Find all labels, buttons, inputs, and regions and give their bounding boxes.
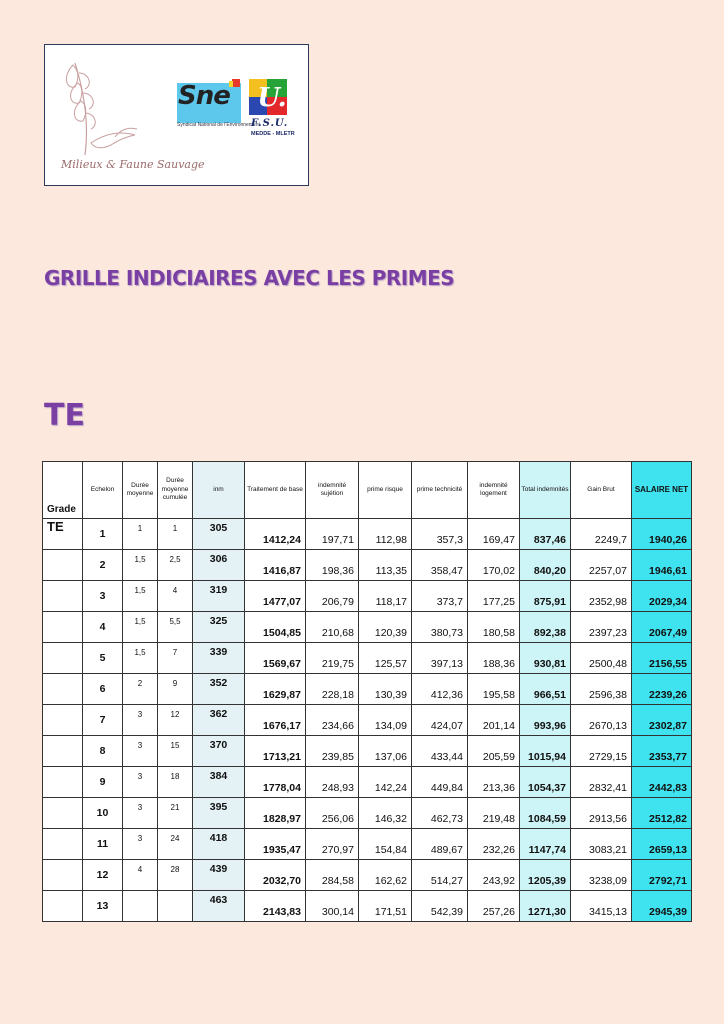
cell-logement: 170,02 bbox=[468, 550, 520, 581]
table-header-row bbox=[43, 462, 692, 519]
cell-cumul bbox=[158, 891, 193, 922]
header-duree-cumulee: Durée moyenne cumulée bbox=[158, 462, 193, 519]
cell-duree: 3 bbox=[123, 736, 158, 767]
cell-duree: 4 bbox=[123, 860, 158, 891]
cell-gain: 2913,56 bbox=[571, 798, 632, 829]
cell-net: 2659,13 bbox=[632, 829, 692, 860]
cell-risque: 142,24 bbox=[359, 767, 412, 798]
cell-technicite: 373,7 bbox=[412, 581, 468, 612]
table-row bbox=[43, 674, 692, 705]
cell-sujetion: 284,58 bbox=[306, 860, 359, 891]
cell-sujetion: 248,93 bbox=[306, 767, 359, 798]
cell-traitement: 1504,85 bbox=[245, 612, 306, 643]
cell-net: 2156,55 bbox=[632, 643, 692, 674]
header-echelon: Echelon bbox=[83, 462, 123, 519]
cell-sujetion: 197,71 bbox=[306, 519, 359, 550]
cell-cumul: 28 bbox=[158, 860, 193, 891]
cell-net: 2792,71 bbox=[632, 860, 692, 891]
cell-sujetion: 210,68 bbox=[306, 612, 359, 643]
cell-sujetion: 228,18 bbox=[306, 674, 359, 705]
cell-gain: 2257,07 bbox=[571, 550, 632, 581]
cell-cumul: 21 bbox=[158, 798, 193, 829]
cell-gain: 2397,23 bbox=[571, 612, 632, 643]
cell-sujetion: 270,97 bbox=[306, 829, 359, 860]
cell-grade bbox=[43, 736, 83, 767]
cell-gain: 3083,21 bbox=[571, 829, 632, 860]
cell-duree: 1,5 bbox=[123, 550, 158, 581]
cell-duree: 3 bbox=[123, 705, 158, 736]
cell-echelon: 6 bbox=[83, 674, 123, 705]
cell-total: 840,20 bbox=[520, 550, 571, 581]
header-technicite: prime technicité bbox=[412, 462, 468, 519]
cell-logement: 213,36 bbox=[468, 767, 520, 798]
cell-cumul: 15 bbox=[158, 736, 193, 767]
cell-grade bbox=[43, 829, 83, 860]
cell-echelon: 13 bbox=[83, 891, 123, 922]
header-logement: indemnité logement bbox=[468, 462, 520, 519]
cell-traitement: 1629,87 bbox=[245, 674, 306, 705]
cell-traitement: 2143,83 bbox=[245, 891, 306, 922]
cell-traitement: 1412,24 bbox=[245, 519, 306, 550]
table-row bbox=[43, 581, 692, 612]
cell-logement: 169,47 bbox=[468, 519, 520, 550]
cell-duree: 3 bbox=[123, 829, 158, 860]
cell-inm: 463 bbox=[193, 891, 245, 922]
header-net: SALAIRE NET bbox=[632, 462, 692, 519]
header-inm: inm bbox=[193, 462, 245, 519]
cell-gain: 3238,09 bbox=[571, 860, 632, 891]
cell-risque: 118,17 bbox=[359, 581, 412, 612]
cell-grade bbox=[43, 674, 83, 705]
cell-grade bbox=[43, 767, 83, 798]
cell-traitement: 1935,47 bbox=[245, 829, 306, 860]
cell-traitement: 1676,17 bbox=[245, 705, 306, 736]
fsu-subtitle: MEDDE - MLETR bbox=[251, 131, 295, 137]
cell-risque: 113,35 bbox=[359, 550, 412, 581]
cell-technicite: 358,47 bbox=[412, 550, 468, 581]
header-traitement: Traitement de base bbox=[245, 462, 306, 519]
cell-net: 2512,82 bbox=[632, 798, 692, 829]
fsu-logo-text: F.S.U. bbox=[251, 118, 289, 129]
cell-technicite: 380,73 bbox=[412, 612, 468, 643]
header-grade: Grade bbox=[43, 462, 83, 519]
cell-technicite: 412,36 bbox=[412, 674, 468, 705]
cell-risque: 171,51 bbox=[359, 891, 412, 922]
cell-total: 1084,59 bbox=[520, 798, 571, 829]
cell-grade bbox=[43, 860, 83, 891]
cell-gain: 2249,7 bbox=[571, 519, 632, 550]
cell-total: 875,91 bbox=[520, 581, 571, 612]
cell-sujetion: 234,66 bbox=[306, 705, 359, 736]
cell-logement: 257,26 bbox=[468, 891, 520, 922]
cell-logement: 232,26 bbox=[468, 829, 520, 860]
cell-grade bbox=[43, 581, 83, 612]
cell-echelon: 11 bbox=[83, 829, 123, 860]
cell-traitement: 2032,70 bbox=[245, 860, 306, 891]
cell-logement: 205,59 bbox=[468, 736, 520, 767]
cell-echelon: 10 bbox=[83, 798, 123, 829]
cell-inm: 439 bbox=[193, 860, 245, 891]
cell-echelon: 8 bbox=[83, 736, 123, 767]
cell-inm: 306 bbox=[193, 550, 245, 581]
section-title: TE bbox=[44, 398, 85, 433]
table-row bbox=[43, 829, 692, 860]
cell-total: 993,96 bbox=[520, 705, 571, 736]
cell-total: 930,81 bbox=[520, 643, 571, 674]
cell-duree: 1,5 bbox=[123, 612, 158, 643]
cell-echelon: 1 bbox=[83, 519, 123, 550]
cell-echelon: 3 bbox=[83, 581, 123, 612]
cell-cumul: 24 bbox=[158, 829, 193, 860]
cell-cumul: 9 bbox=[158, 674, 193, 705]
cell-technicite: 514,27 bbox=[412, 860, 468, 891]
logo-box bbox=[44, 44, 309, 186]
cell-inm: 319 bbox=[193, 581, 245, 612]
cell-cumul: 7 bbox=[158, 643, 193, 674]
cell-total: 1054,37 bbox=[520, 767, 571, 798]
cell-technicite: 424,07 bbox=[412, 705, 468, 736]
cell-traitement: 1828,97 bbox=[245, 798, 306, 829]
cell-echelon: 12 bbox=[83, 860, 123, 891]
cell-inm: 325 bbox=[193, 612, 245, 643]
cell-inm: 352 bbox=[193, 674, 245, 705]
cell-net: 2353,77 bbox=[632, 736, 692, 767]
cell-risque: 120,39 bbox=[359, 612, 412, 643]
cell-total: 1015,94 bbox=[520, 736, 571, 767]
cell-duree: 1 bbox=[123, 519, 158, 550]
table-row bbox=[43, 550, 692, 581]
cell-logement: 201,14 bbox=[468, 705, 520, 736]
table-row bbox=[43, 519, 692, 550]
cell-cumul: 2,5 bbox=[158, 550, 193, 581]
table-row bbox=[43, 705, 692, 736]
table-row bbox=[43, 612, 692, 643]
sne-subtitle: Syndicat National de l'Environnement bbox=[177, 122, 260, 128]
cell-grade bbox=[43, 891, 83, 922]
cell-grade bbox=[43, 550, 83, 581]
cell-traitement: 1416,87 bbox=[245, 550, 306, 581]
cell-technicite: 433,44 bbox=[412, 736, 468, 767]
fsu-logo-letter: U. bbox=[257, 83, 287, 113]
table-row bbox=[43, 767, 692, 798]
header-total: Total indemnités bbox=[520, 462, 571, 519]
cell-total: 1147,74 bbox=[520, 829, 571, 860]
cell-gain: 2352,98 bbox=[571, 581, 632, 612]
cell-inm: 305 bbox=[193, 519, 245, 550]
cell-sujetion: 206,79 bbox=[306, 581, 359, 612]
cell-echelon: 9 bbox=[83, 767, 123, 798]
cell-risque: 112,98 bbox=[359, 519, 412, 550]
table-row bbox=[43, 860, 692, 891]
cell-cumul: 18 bbox=[158, 767, 193, 798]
cell-net: 2029,34 bbox=[632, 581, 692, 612]
cell-total: 892,38 bbox=[520, 612, 571, 643]
cell-echelon: 7 bbox=[83, 705, 123, 736]
cell-net: 2239,26 bbox=[632, 674, 692, 705]
cell-duree: 1,5 bbox=[123, 581, 158, 612]
cell-sujetion: 219,75 bbox=[306, 643, 359, 674]
cell-net: 2442,83 bbox=[632, 767, 692, 798]
cell-logement: 243,92 bbox=[468, 860, 520, 891]
cell-logement: 180,58 bbox=[468, 612, 520, 643]
cell-total: 966,51 bbox=[520, 674, 571, 705]
cell-logement: 195,58 bbox=[468, 674, 520, 705]
cell-technicite: 462,73 bbox=[412, 798, 468, 829]
cell-gain: 2500,48 bbox=[571, 643, 632, 674]
cell-echelon: 4 bbox=[83, 612, 123, 643]
cell-grade bbox=[43, 612, 83, 643]
cell-duree: 3 bbox=[123, 798, 158, 829]
cell-total: 837,46 bbox=[520, 519, 571, 550]
cell-risque: 146,32 bbox=[359, 798, 412, 829]
cell-logement: 188,36 bbox=[468, 643, 520, 674]
cell-total: 1271,30 bbox=[520, 891, 571, 922]
cell-echelon: 2 bbox=[83, 550, 123, 581]
cell-net: 2067,49 bbox=[632, 612, 692, 643]
cell-grade bbox=[43, 643, 83, 674]
cell-net: 1940,26 bbox=[632, 519, 692, 550]
sne-logo-text: Sne bbox=[178, 81, 230, 111]
table-row bbox=[43, 891, 692, 922]
cell-duree bbox=[123, 891, 158, 922]
cell-sujetion: 239,85 bbox=[306, 736, 359, 767]
cell-duree: 1,5 bbox=[123, 643, 158, 674]
cell-cumul: 12 bbox=[158, 705, 193, 736]
cell-net: 1946,61 bbox=[632, 550, 692, 581]
cell-gain: 3415,13 bbox=[571, 891, 632, 922]
cell-risque: 137,06 bbox=[359, 736, 412, 767]
cell-technicite: 489,67 bbox=[412, 829, 468, 860]
table-row bbox=[43, 798, 692, 829]
cell-risque: 162,62 bbox=[359, 860, 412, 891]
header-duree-moyenne: Durée moyenne bbox=[123, 462, 158, 519]
table-row bbox=[43, 643, 692, 674]
cell-cumul: 4 bbox=[158, 581, 193, 612]
cell-logement: 177,25 bbox=[468, 581, 520, 612]
cell-duree: 2 bbox=[123, 674, 158, 705]
cell-net: 2945,39 bbox=[632, 891, 692, 922]
cell-inm: 395 bbox=[193, 798, 245, 829]
cell-gain: 2729,15 bbox=[571, 736, 632, 767]
cell-grade: TE bbox=[43, 519, 83, 550]
cell-inm: 418 bbox=[193, 829, 245, 860]
cell-inm: 362 bbox=[193, 705, 245, 736]
cell-technicite: 449,84 bbox=[412, 767, 468, 798]
cell-inm: 339 bbox=[193, 643, 245, 674]
header-risque: prime risque bbox=[359, 462, 412, 519]
header-sujetion: indemnité sujétion bbox=[306, 462, 359, 519]
cell-logement: 219,48 bbox=[468, 798, 520, 829]
cell-duree: 3 bbox=[123, 767, 158, 798]
cell-grade bbox=[43, 798, 83, 829]
logo-caption: Milieux & Faune Sauvage bbox=[61, 158, 205, 171]
cell-cumul: 1 bbox=[158, 519, 193, 550]
header-gain: Gain Brut bbox=[571, 462, 632, 519]
cell-echelon: 5 bbox=[83, 643, 123, 674]
cell-technicite: 542,39 bbox=[412, 891, 468, 922]
cell-traitement: 1713,21 bbox=[245, 736, 306, 767]
cell-technicite: 397,13 bbox=[412, 643, 468, 674]
cell-traitement: 1778,04 bbox=[245, 767, 306, 798]
cell-grade bbox=[43, 705, 83, 736]
cell-net: 2302,87 bbox=[632, 705, 692, 736]
cell-gain: 2670,13 bbox=[571, 705, 632, 736]
cell-technicite: 357,3 bbox=[412, 519, 468, 550]
cell-risque: 134,09 bbox=[359, 705, 412, 736]
cell-risque: 125,57 bbox=[359, 643, 412, 674]
cell-risque: 130,39 bbox=[359, 674, 412, 705]
cell-risque: 154,84 bbox=[359, 829, 412, 860]
salary-grid-table bbox=[42, 461, 692, 922]
cell-total: 1205,39 bbox=[520, 860, 571, 891]
table-row bbox=[43, 736, 692, 767]
cell-sujetion: 300,14 bbox=[306, 891, 359, 922]
cell-inm: 370 bbox=[193, 736, 245, 767]
cell-cumul: 5,5 bbox=[158, 612, 193, 643]
cell-traitement: 1477,07 bbox=[245, 581, 306, 612]
cell-traitement: 1569,67 bbox=[245, 643, 306, 674]
cell-gain: 2596,38 bbox=[571, 674, 632, 705]
cell-inm: 384 bbox=[193, 767, 245, 798]
cell-gain: 2832,41 bbox=[571, 767, 632, 798]
cell-sujetion: 198,36 bbox=[306, 550, 359, 581]
cell-sujetion: 256,06 bbox=[306, 798, 359, 829]
page-title: GRILLE INDICIAIRES AVEC LES PRIMES bbox=[44, 266, 455, 290]
